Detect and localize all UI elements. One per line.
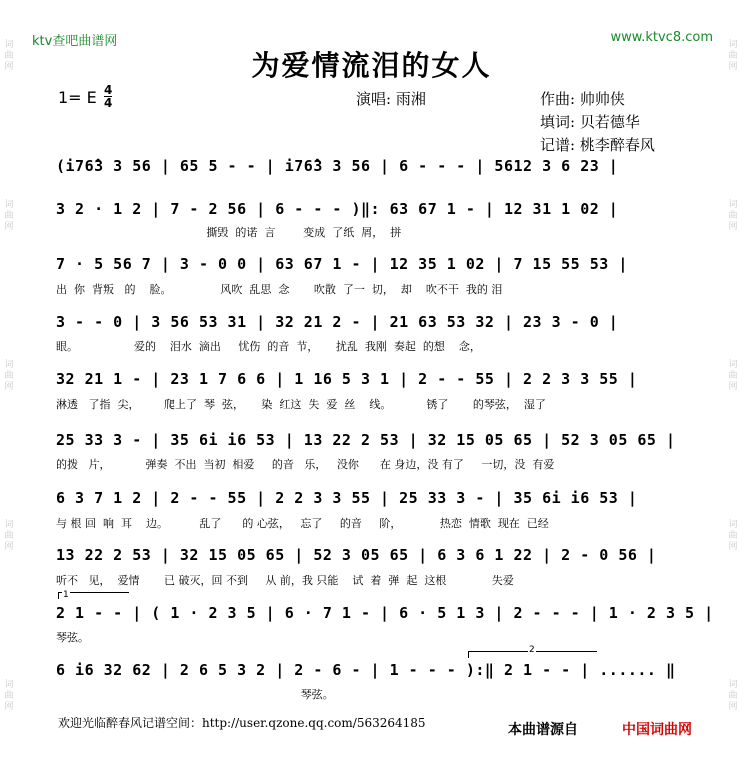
score-line-9-notes: 2 1 - - | ( 1 · 2 3 5 | 6 · 7 1 - | 6 · 5 1 3 | 2 - - - | 1 · 2 3 5 | bbox=[56, 604, 714, 622]
score-line-4-lyrics: 眼。 爱的 泪水 滴出 忧伤 的音 节， 扰乱 我刚 奏起 的想 念， bbox=[56, 340, 481, 353]
score-line-5-notes: 32 21 1 - | 23 1 7 6 6 | 1 16 5 3 1 | 2 - - 55 | 2 2 3 3 55 | bbox=[56, 370, 638, 388]
score-line-9-lyrics: 琴弦。 bbox=[56, 631, 89, 644]
key-signature: 1= E bbox=[58, 88, 97, 107]
time-signature bbox=[104, 84, 112, 109]
watermark-left-3: 词曲网 bbox=[4, 360, 14, 392]
score-line-4-notes: 3 - - 0 | 3 56 53 31 | 32 21 2 - | 21 63 53 32 | 23 3 - 0 | bbox=[56, 313, 619, 331]
watermark-right-2: 词曲网 bbox=[728, 200, 738, 232]
footer-welcome-link[interactable]: 欢迎光临醉春风记谱空间：http://user.qzone.qq.com/563264185 bbox=[58, 716, 426, 730]
score-line-5-lyrics: 淋透 了指 尖， 爬上了 琴 弦， 染 红这 失 爱 丝 线。 锈了 的琴弦， 湿了 bbox=[56, 398, 546, 411]
watermark-left-2: 词曲网 bbox=[4, 200, 14, 232]
watermark-left-1: 词曲网 bbox=[4, 40, 14, 72]
volta-2-label: 2 bbox=[529, 645, 535, 655]
watermark-left-5: 词曲网 bbox=[4, 680, 14, 712]
time-signature-top: 4 bbox=[104, 83, 113, 97]
singer-credit: 演唱: 雨湘 bbox=[356, 90, 426, 108]
watermark-right-3: 词曲网 bbox=[728, 360, 738, 392]
score-line-6-lyrics: 的拨 片， 弹奏 不出 当初 相爱 的音 乐， 没你 在 身边，没 有了 一切，没 有爱 bbox=[56, 458, 555, 471]
watermark-right-1: 词曲网 bbox=[728, 40, 738, 72]
composer-credit: 作曲: 帅帅侠 bbox=[540, 90, 625, 108]
footer-source-site[interactable]: 中国词曲网 bbox=[622, 722, 692, 738]
time-signature-bottom: 4 bbox=[104, 96, 113, 110]
site-url-right[interactable]: www.ktvc8.com bbox=[610, 30, 713, 45]
score-line-3-notes: 7 · 5 56 7 | 3 - 0 0 | 63 67 1 - | 12 35 1 02 | 7 15 55 53 | bbox=[56, 255, 628, 273]
lyricist-credit: 填词: 贝若德华 bbox=[540, 113, 640, 131]
score-line-1-notes: (i76̂3 3 56 | 65 5 - - | i76̂3 3 56 | 6 - - - | 5612 3 6 23 | bbox=[56, 157, 619, 175]
score-line-2-notes: 3 2 · 1 2 | 7 - 2 56 | 6 - - - )‖: 63 67 1 - | 12 31 1 02 | bbox=[56, 200, 619, 218]
score-line-3-lyrics: 出 你 背叛 的 脸。 风吹 乱思 念 吹散 了一 切， 却 吹不干 我的 泪 bbox=[56, 283, 503, 296]
site-name-left: ktv查吧曲谱网 bbox=[32, 34, 118, 49]
volta-1-label: 1 bbox=[63, 590, 69, 600]
score-line-8-notes: 13 22 2 53 | 32 15 05 65 | 52 3 05 65 | 6 3 6 1 22 | 2 - 0 56 | bbox=[56, 546, 657, 564]
transcriber-credit: 记谱: 桃李醉春风 bbox=[540, 136, 655, 154]
song-title: 为爱情流泪的女人 bbox=[251, 49, 492, 82]
watermark-left-4: 词曲网 bbox=[4, 520, 14, 552]
footer-source-label: 本曲谱源自 bbox=[508, 722, 578, 738]
score-line-8-lyrics: 听不 见， 爱情 已 破灭，回 不到 从 前，我 只能 试 着 弹 起 这根 失爱 bbox=[56, 574, 514, 587]
score-line-6-notes: 25 33 3 - | 35 6i i6 53 | 13 22 2 53 | 32 15 05 65 | 52 3 05 65 | bbox=[56, 431, 676, 449]
score-line-7-lyrics: 与 根 回 响 耳 边。 乱了 的 心弦， 忘了 的音 阶， 热恋 情歌 现在 已经 bbox=[56, 517, 549, 530]
score-line-7-notes: 6 3 7 1 2 | 2 - - 55 | 2 2 3 3 55 | 25 33 3 - | 35 6i i6 53 | bbox=[56, 489, 638, 507]
score-line-10-lyrics: 琴弦。 bbox=[56, 688, 334, 701]
watermark-right-5: 词曲网 bbox=[728, 680, 738, 712]
watermark-right-4: 词曲网 bbox=[728, 520, 738, 552]
score-line-2-lyrics: 撕毁 的诺 言 变成 了纸 屑， 拼 bbox=[56, 226, 402, 239]
score-line-10-notes: 6 i6 32 62 | 2 6 5 3 2 | 2 - 6 - | 1 - - - ):‖ 2 1 - - | ...... ‖ bbox=[56, 661, 676, 679]
